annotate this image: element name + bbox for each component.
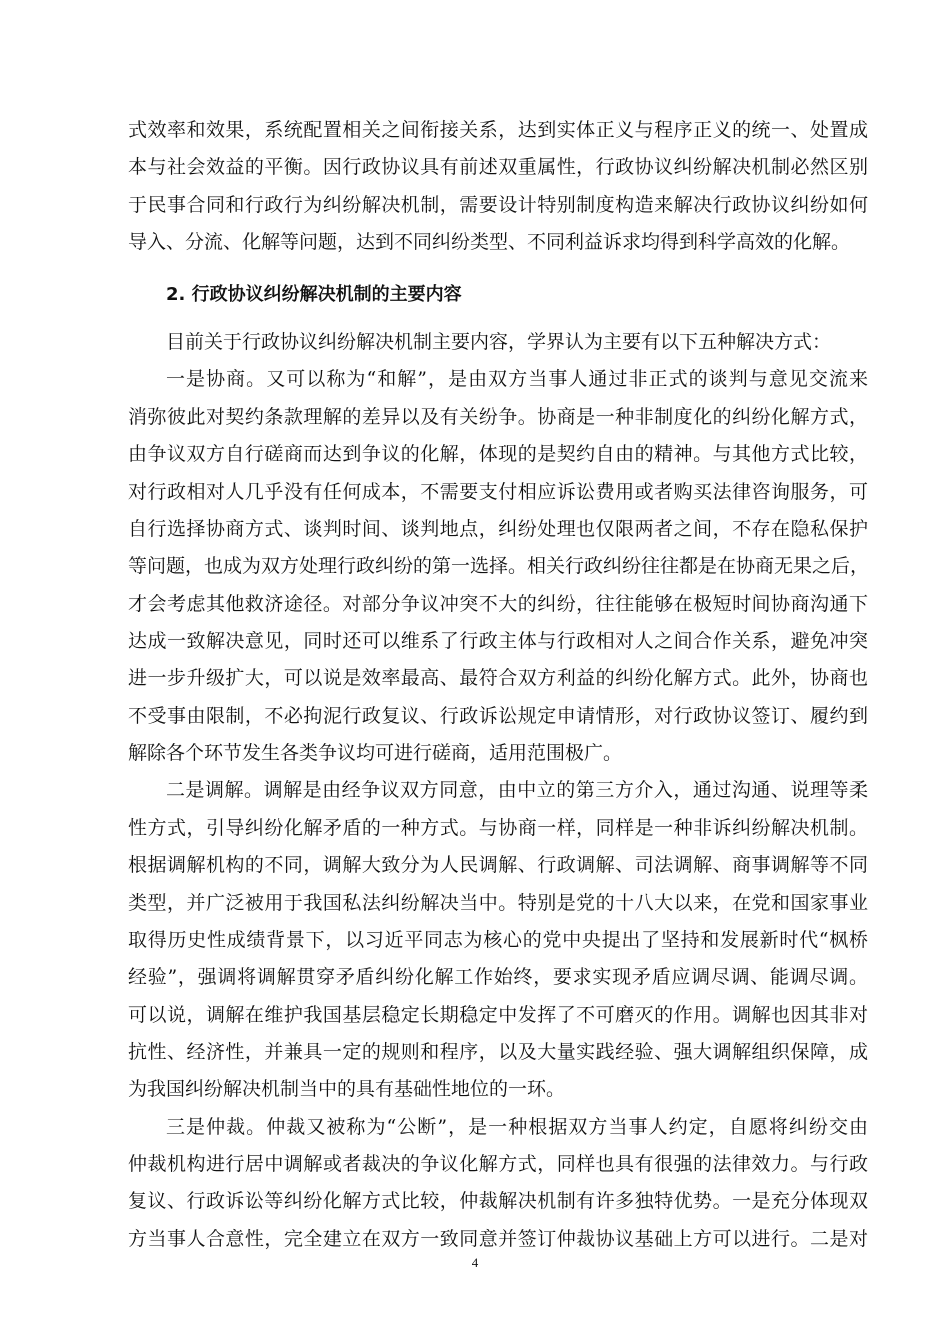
text-line: 进一步升级扩大，可以说是效率最高、最符合双方利益的纠纷化解方式。此外，协商也	[128, 667, 868, 689]
text-line: 本与社会效益的平衡。因行政协议具有前述双重属性，行政协议纠纷解决机制必然区别	[128, 156, 868, 178]
text-line: 解除各个环节发生各类争议均可进行磋商，适用范围极广。	[128, 742, 623, 764]
text-line: 目前关于行政协议纠纷解决机制主要内容，学界认为主要有以下五种解决方式：	[166, 331, 832, 353]
text-line: 方当事人合意性，完全建立在双方一致同意并签订仲裁协议基础上方可以进行。二是对	[128, 1228, 868, 1250]
text-line: 等问题，也成为双方处理行政纠纷的第一选择。相关行政纠纷往往都是在协商无果之后，	[128, 555, 870, 577]
text-line: 才会考虑其他救济途径。对部分争议冲突不大的纠纷，往往能够在极短时间协商沟通下	[128, 593, 868, 615]
text-line: 经验”，强调将调解贯穿矛盾纠纷化解工作始终，要求实现矛盾应调尽调、能调尽调。	[128, 966, 868, 988]
text-line: 三是仲裁。仲裁又被称为“公断”，是一种根据双方当事人约定，自愿将纠纷交由	[166, 1116, 868, 1138]
text-line: 可以说，调解在维护我国基层稳定长期稳定中发挥了不可磨灭的作用。调解也因其非对	[128, 1004, 868, 1026]
text-line: 二是调解。调解是由经争议双方同意，由中立的第三方介入，通过沟通、说理等柔	[166, 779, 868, 801]
text-line: 由争议双方自行磋商而达到争议的化解，体现的是契约自由的精神。与其他方式比较，	[128, 443, 868, 465]
text-line: 性方式，引导纠纷化解矛盾的一种方式。与协商一样，同样是一种非诉纠纷解决机制。	[128, 817, 868, 839]
text-line: 仲裁机构进行居中调解或者裁决的争议化解方式，同样也具有很强的法律效力。与行政	[128, 1153, 868, 1175]
section-heading: 2. 行政协议纠纷解决机制的主要内容	[166, 284, 462, 305]
text-line: 自行选择协商方式、谈判时间、谈判地点，纠纷处理也仅限两者之间，不存在隐私保护	[128, 518, 868, 540]
text-line: 不受事由限制，不必拘泥行政复议、行政诉讼规定申请情形，对行政协议签订、履约到	[128, 705, 868, 727]
page-number: 4	[471, 1255, 479, 1270]
text-line: 根据调解机构的不同，调解大致分为人民调解、行政调解、司法调解、商事调解等不同	[128, 854, 868, 876]
text-line: 于民事合同和行政行为纠纷解决机制，需要设计特别制度构造来解决行政协议纠纷如何	[128, 194, 868, 216]
text-line: 对行政相对人几乎没有任何成本，不需要支付相应诉讼费用或者购买法律咨询服务，可	[128, 481, 868, 503]
text-line: 一是协商。又可以称为“和解”，是由双方当事人通过非正式的谈判与意见交流来	[166, 368, 868, 390]
text-line: 抗性、经济性，并兼具一定的规则和程序，以及大量实践经验、强大调解组织保障，成	[128, 1041, 868, 1063]
text-line: 消弥彼此对契约条款理解的差异以及有关纷争。协商是一种非制度化的纠纷化解方式，	[128, 406, 868, 428]
text-line: 达成一致解决意见，同时还可以维系了行政主体与行政相对人之间合作关系，避免冲突	[128, 630, 868, 652]
text-line: 类型，并广泛被用于我国私法纠纷解决当中。特别是党的十八大以来，在党和国家事业	[128, 892, 868, 914]
text-line: 导入、分流、化解等问题，达到不同纠纷类型、不同利益诉求均得到科学高效的化解。	[128, 231, 851, 253]
text-line: 复议、行政诉讼等纠纷化解方式比较，仲裁解决机制有许多独特优势。一是充分体现双	[128, 1190, 868, 1212]
text-line: 式效率和效果，系统配置相关之间衔接关系，达到实体正义与程序正义的统一、处置成	[128, 119, 868, 141]
text-line: 取得历史性成绩背景下，以习近平同志为核心的党中央提出了坚持和发展新时代“枫桥	[128, 929, 868, 951]
text-line: 为我国纠纷解决机制当中的具有基础性地位的一环。	[128, 1078, 566, 1100]
